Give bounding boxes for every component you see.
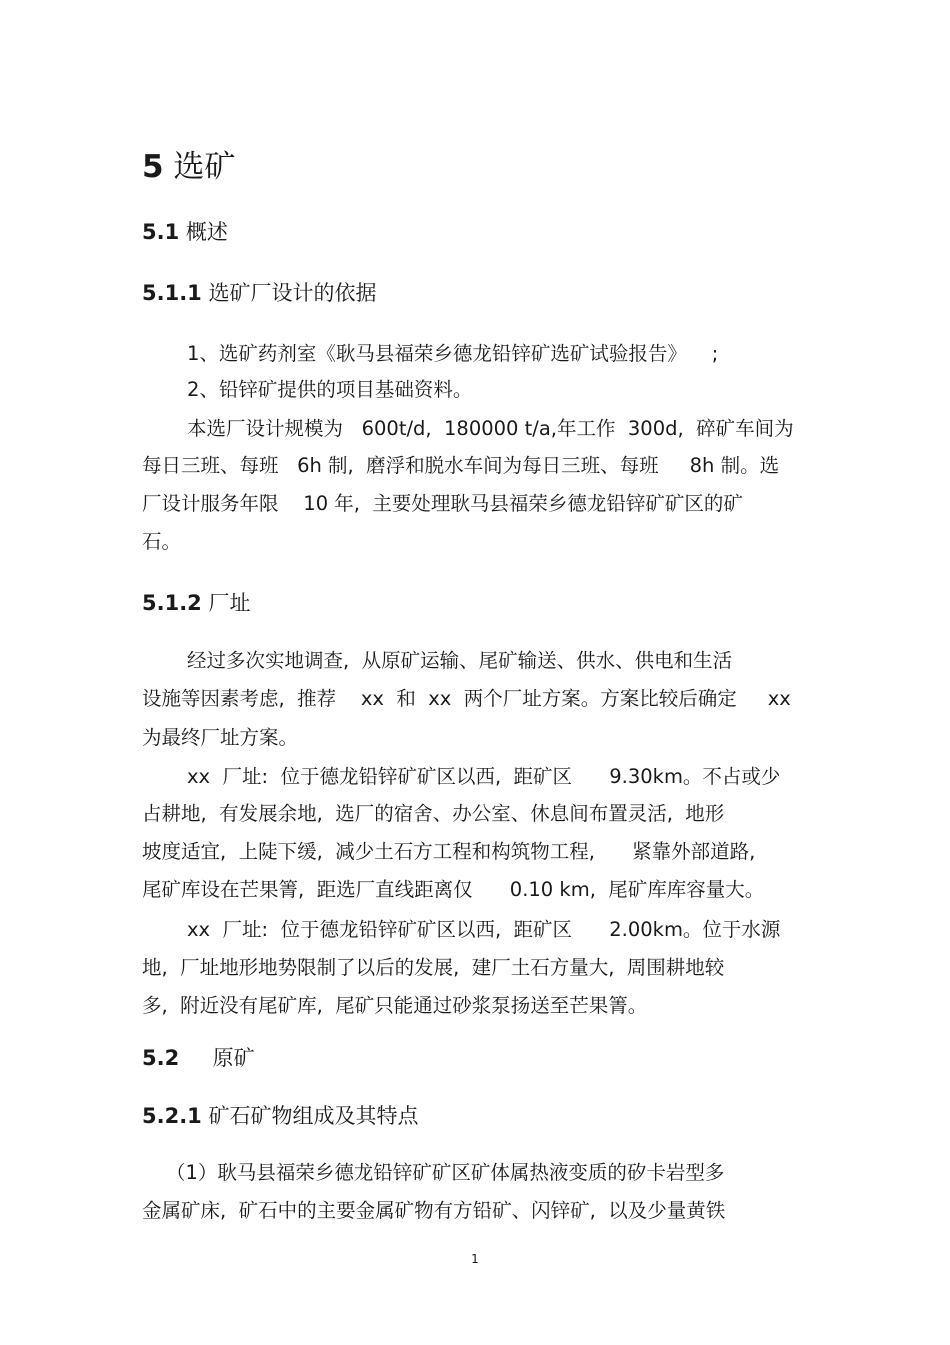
basis-line: 2、铅锌矿提供的项目基础资料。 [187,378,473,401]
paragraph-line: 多, 附近没有尾矿库, 尾矿只能通过砂浆泵扬送至芒果箐。 [142,994,648,1017]
chapter-title: 选矿 [163,149,236,185]
subsection-heading-5-1-1 [142,279,376,307]
subsection-heading-5-1-2 [142,589,250,617]
paragraph-line: 金属矿床, 矿石中的主要金属矿物有方铅矿、闪锌矿, 以及少量黄铁 [142,1199,726,1222]
paragraph-line: 每日三班、每班 6h 制, 磨浮和脱水车间为每日三班、每班 8h 制。选 [142,454,780,477]
paragraph-line: 为最终厂址方案。 [142,726,299,749]
section-heading-5-1 [142,218,228,246]
paragraph-line: 经过多次实地调查, 从原矿运输、尾矿输送、供水、供电和生活 [187,649,733,672]
section-heading-5-2 [142,1044,255,1072]
paragraph-line: 坡度适宜, 上陡下缓, 减少土石方工程和构筑物工程, 紧靠外部道路, [142,840,756,863]
section-number: 5.2 [142,1046,180,1070]
paragraph-line: 占耕地, 有发展余地, 选厂的宿舍、办公室、休息间布置灵活, 地形 [142,802,725,825]
subsection-title: 选矿厂设计的依据 [201,281,377,305]
paragraph-line: 设施等因素考虑, 推荐 xx 和 xx 两个厂址方案。方案比较后确定 xx [142,687,791,710]
subsection-title: 厂址 [201,591,251,615]
paragraph-line: 石。 [142,530,182,553]
paragraph-line: 尾矿库设在芒果箐, 距选厂直线距离仅 0.10 km, 尾矿库库容量大。 [142,878,765,901]
subsection-title: 矿石矿物组成及其特点 [201,1104,419,1128]
subsection-heading-5-2-1 [142,1102,418,1130]
paragraph-line: 厂设计服务年限 10 年, 主要处理耿马县福荣乡德龙铅锌矿矿区的矿 [142,492,743,515]
chapter-heading [142,147,235,187]
section-number: 5.1 [142,220,180,244]
page-number: 1 [471,1252,479,1266]
basis-line: 1、选矿药剂室《耿马县福荣乡德龙铅锌矿选矿试验报告》 ; [187,342,719,365]
paragraph-line: （1）耿马县福荣乡德龙铅锌矿矿区矿体属热液变质的矽卡岩型多 [166,1161,725,1184]
subsection-number: 5.1.2 [142,591,202,615]
paragraph-line: xx 厂址: 位于德龙铅锌矿矿区以西, 距矿区 9.30km。不占或少 [187,765,781,788]
paragraph-line: 地, 厂址地形地势限制了以后的发展, 建厂土石方量大, 周围耕地较 [142,956,725,979]
section-title: 概述 [179,220,228,244]
paragraph-line: 本选厂设计规模为 600t/d, 180000 t/a,年工作 300d, 碎矿车间为 [187,417,794,440]
subsection-number: 5.2.1 [142,1104,202,1128]
chapter-number: 5 [142,149,164,185]
paragraph-line: xx 厂址: 位于德龙铅锌矿矿区以西, 距矿区 2.00km。位于水源 [187,918,781,941]
section-title: 原矿 [179,1046,255,1070]
subsection-number: 5.1.1 [142,281,202,305]
